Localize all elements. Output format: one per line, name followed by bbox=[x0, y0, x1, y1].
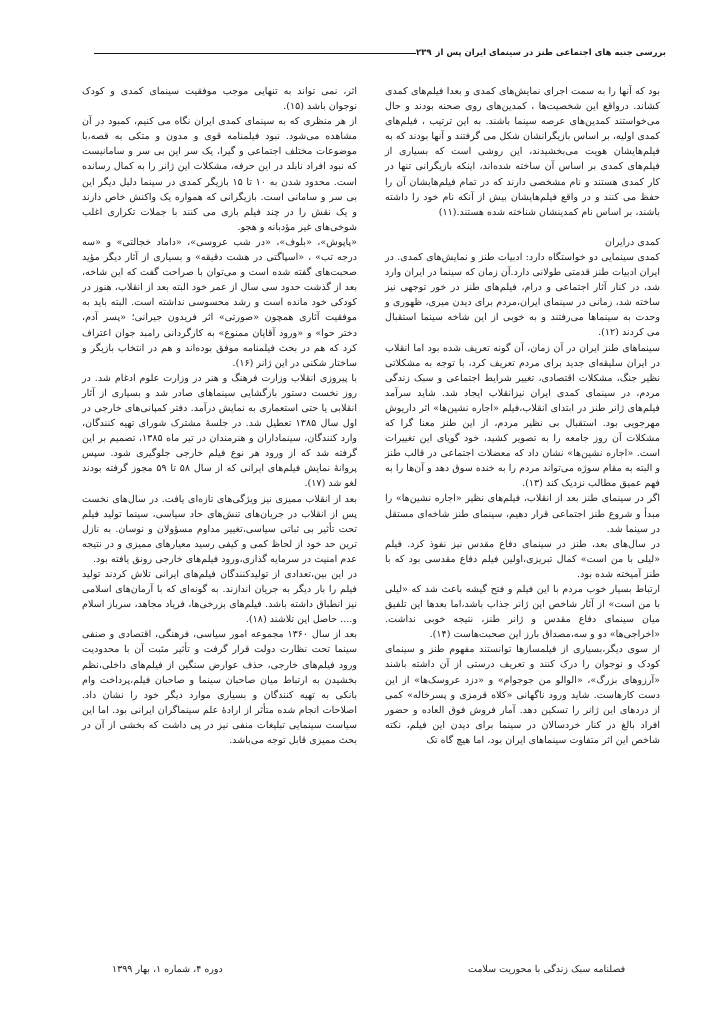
running-title: بررسی جنبه های اجتماعی طنز در سینمای ایران پس از bbox=[435, 48, 666, 58]
footer-issue: دوره ۴، شماره ۱، بهار ۱۳۹۹ bbox=[112, 964, 223, 975]
section-gap bbox=[385, 220, 660, 235]
right-column bbox=[385, 84, 660, 748]
paragraph: سینماهای طنز ایران در آن زمان، آن گونه تعریف شده بود اما انقلاب در ایران سلیقه‌ای جدید برای مردم تعریف کرد، با توجه به مشکلاتی نظیر جنگ، مشکلات اقتصادی، تغییر شرایط اجتماعی و سبک زندگی مردم، در سینمای کمدی ایران نیزانقلاب ایجاد شد. شاید سرآمد فیلم‌های ژانر طنز در ابتدای انقلاب،فیلم «اجاره نشین‌ها» اثر داریوش مهرجویی بود. استقبال بی نظیر مردم، از این طنز معنا گرا که مشکلات آن روز جامعه را به تصویر کشید، خود گویای این تغییرات است. «اجاره نشین‌ها» نشان داد که معضلات اجتماعی در قالب طنز و البته به مقام سوژه می‌تواند مردم را به خنده سوق دهد و آن‌ها را به فهم عمیق مطالب نزدیک کند (۱۳). bbox=[385, 342, 660, 490]
paragraph: بعد از انقلاب ممیزی نیز ویژگی‌های تازه‌ای یافت. در سال‌های نخست پس از انقلاب در جریان‌های تنش‌های حاد سیاسی، سینما تولید فیلم تحت تأثیر بی ثباتی سیاسی،تغییر مداوم مسؤولان و نوسان. به نازل ترین حد خود از لحاظ کمی و کیفی رسید معیارهای ممیزی و در نتیجه عدم امنیت در سرمایه گذاری،ورود فیلم‌های خارجی رونق یافته بود. bbox=[82, 493, 357, 565]
paragraph: از سوی دیگر،بسیاری از فیلمسازها توانستند مفهوم طنز و سینمای کودک و نوجوان را درک کنند و تعریف درستی از آن داشته باشند «آرزوهای بزرگ»، «الوالو من جوجوام» و «دزد عروسک‌ها» از این دست کارهاست. شاید ورود ناگهانی «کلاه قرمزی و پسرخاله» کمی از دردهای این ژانر را تسکین دهد. آمار فروش فوق العاده و حضور افراد بالغ در کنار خردسالان در سینما برای دیدن این فیلم، نکته شاخص این اثر متفاوت سینماهای ایران بود، اما هیچ گاه تک bbox=[385, 644, 660, 746]
paragraph: با پیروزی انقلاب وزارت فرهنگ و هنر در وزارت علوم ادغام شد. در روز نخست دستور بازگشایی سینماهای صادر شد و بسیاری از آثار انقلابی یا حتی استعماری به نمایش درآمد. دفتر کمپانی‌های خارجی در اول سال ۱۳۸۵ تعطیل شد. در جلسهٔ مشترک شورای تهیه کنندگان، وارد کنندگان، سینماداران و هنرمندان در تیر ماه ۱۳۸۵، تصمیم بر این گرفته شد که از ورود هر نوع فیلم خارجی جلوگیری شود. سپس پروانهٔ نمایش فیلم‌های ایرانی که از سال ۵۸ تا ۵۹ مجوز گرفته بودند لغو شد (۱۷). bbox=[82, 372, 357, 490]
header-rule bbox=[94, 53, 416, 54]
paragraph: اگر در سینمای طنز بعد از انقلاب، فیلم‌های نظیر «اجاره نشین‌ها» را مبدأ و شروع طنز اجتماعی قرار دهیم، سینمای طنز شاخه‌ای مستقل در سینما شد. bbox=[385, 493, 660, 535]
left-column bbox=[82, 84, 357, 748]
paragraph: بود که آنها را به سمت اجرای نمایش‌های کمدی و بعدا فیلم‌های کمدی کشاند. درواقع این شخصیت‌ها ، کمدین‌های روی صحنه بودند و حال می‌خواستند کمدین‌های عرصه سینما باشند. به این ترتیب ، فیلم‌های کمدی اولیه، بر اساس بازیگرانشان شکل می گرفتند و آنها بودند که به فیلم‌هایشان هویت می‌بخشیدند، این روشی است که بسیاری از فیلم‌های کمدی بر اساس آن ساخته شده‌اند، اینکه بازیگرانی تنها در کار کمدی هستند و نام مشخصی دارند که در تمام فیلم‌هایشان آن را حفظ می کنند و در واقع فیلم‌هایشان بیش از آنکه نام خود را داشته باشند، بر اساس نام کمدینشان شناخته شده هستند.(۱۱) bbox=[385, 86, 660, 218]
paragraph: اثر، نمی تواند به تنهایی موجب موفقیت سینمای کمدی و کودک نوجوان باشد (۱۵). bbox=[82, 86, 357, 113]
page-number: ۲۳۹ bbox=[415, 48, 432, 58]
paragraph: «پاپوش»، «بلوف»، «در شب عروسی»، «داماد خجالتی» و «سه درجه تب» ، «اسپاگتی در هشت دقیقه» و بسیاری از آثار دیگر مؤید صحبت‌های گفته شده است و می‌توان با صراحت گفت که این شاخه، بعد از گذشت حدود سی سال از عمر خود البته بعد از انقلاب، هنوز در کودکی خود مانده است و رشد محسوسی نداشته است. البته باید به موفقیت آثاری همچون «صورتی» اثر فریدون جیرانی؛ «پسر آدم، دختر حوا» و «ورود آقایان ممنوع» به کارگردانی رامبد جوان اعتراف کرد که هم در بحث فیلمنامه موفق بوده‌اند و هم در انتخاب بازیگر و ساختار شکنی در این ژانر (۱۶). bbox=[82, 236, 357, 369]
footer-journal: فصلنامه سبک زندگی با محوریت سلامت bbox=[468, 964, 626, 975]
running-header bbox=[88, 45, 666, 61]
paragraph: در این بین،تعدادی از تولیدکنندگان فیلم‌های ایرانی تلاش کردند تولید فیلم را بار دیگر به جریان اندازند. به گونه‌ای که با آرمان‌های اسلامی نیز انطباق داشته باشد. فیلم‌های بزرخی‌ها، فریاد مجاهد، سرباز اسلام و.... حاصل این تلاشند (۱۸). bbox=[82, 569, 357, 626]
paragraph: بعد از سال ۱۳۶۰ مجموعه امور سیاسی، فرهنگی، اقتصادی و صنفی سینما تحت نظارت دولت قرار گرفت و تأثیر مثبت آن با محدودیت ورود فیلم‌های خارجی، حذف عوارض سنگین از فیلم‌های داخلی،نظم بخشیدن به ارتباط میان صاحبان سینما و صاحبان فیلم،پرداخت وام بانکی به تهیه کنندگان و بسیاری موارد دیگر خود را نشان داد. اصلاحات انجام شده متأثر از ارادهٔ علم سینماگران ایرانی بود. اما این سیاست سینمایی تبلیغات منفی نیز در پی داشت که بخشی از آن در بحث ممیزی قابل توجه می‌باشد. bbox=[82, 629, 357, 747]
paragraph: کمدی سینمایی دو خواستگاه دارد: ادبیات طنز و نمایش‌های کمدی. در ایران ادبیات طنز قدمتی طولانی دارد.آن زمان که سینما در ایران وارد شد، در کنار آثار اجتماعی و درام، فیلم‌های طنز در خور توجهی نیز ساخته شد، زمانی در سینمای ایران،مردم برای دیدن میری، ظهوری و وحدت به سینماها می‌رفتند و به خوبی از این شاخه سینما استقبال می کردند (۱۲). bbox=[385, 251, 660, 339]
paragraph: ارتباط بسیار خوب مردم با این فیلم و فتح گیشه باعث شد که «لیلی با من است» از آثار شاخص این ژانر جذاب باشد،اما بعدها این تلفیق میان سینمای دفاع مقدس و ژانر طنز، نتیجه خوبی نداشت. «اخراجی‌ها» دو و سه،مصداق بارز این صحبت‌هاست (۱۴). bbox=[385, 584, 660, 641]
section-heading: کمدی درایران bbox=[605, 236, 660, 248]
paragraph: در سال‌های بعد، طنز در سینمای دفاع مقدس نیز نفوذ کرد. فیلم «لیلی با من است» کمال تبریزی،اولین فیلم دفاع مقدسی بود که با طنز آمیخته شده بود. bbox=[385, 538, 660, 580]
paragraph: از هر منظری که به سینمای کمدی ایران نگاه می کنیم، کمبود در آن مشاهده می‌شود. نبود فیلمنامه قوی و مدون و متکی به قصه،با موضوعات مختلف اجتماعی و گیرا، یک سر این بی سر و سامانیست که نبود افراد نابلد در این حرفه، مشکلات این ژانر را به کمال رسانده است. محدود شدن به ۱۰ تا ۱۵ بازیگر کمدی در سینما دلیل دیگر این بی سر و سامانی است. بازیگرانی که همواره یک واکنش خاص دارند و یک نقش را در چند فیلم بازی می کنند با جملات تکراری اغلب شوخی‌های غیر مؤدبانه و هجو. bbox=[82, 116, 357, 233]
